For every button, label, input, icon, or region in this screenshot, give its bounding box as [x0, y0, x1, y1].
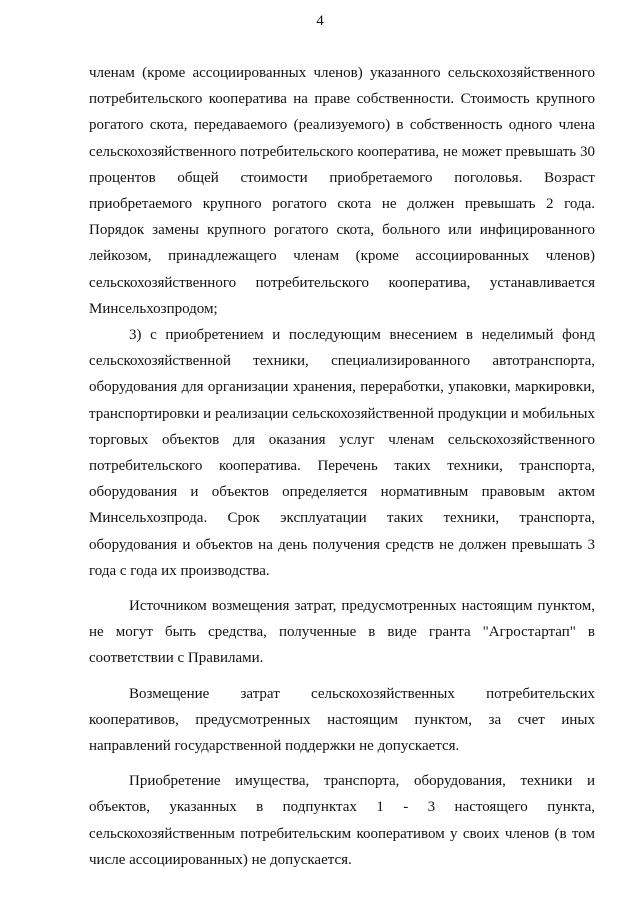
document-body — [89, 60, 595, 873]
paragraph-funding-source: Источником возмещения затрат, предусмотренных настоящим пунктом, не могут быть средства, полученные в виде гранта "Агростартап" в соответствии с Правилами. — [89, 598, 595, 667]
paragraph-reimbursement-restriction: Возмещение затрат сельскохозяйственных потребительских кооперативов, предусмотренных настоящим пунктом, за счет иных направлений государственной поддержки не допускается. — [89, 685, 595, 755]
paragraph-subitem-3: 3) с приобретением и последующим внесением в неделимый фонд сельскохозяйственной техники, специализированного автотранспорта, оборудования для организации хранения, переработки, упаковки, маркировки, транспортировки и реализации сельскохозяйственной продукции и мобильных торговых объектов для оказания услуг членам сельскохозяйственного потребительского кооператива. Перечень таких техники, транспорта, оборудования и объектов определяется нормативным правовым актом Минсельхозпрода. Срок эксплуатации таких техники, транспорта, оборудования и объектов на день получения средств не должен превышать 3 года с года их производства. — [89, 327, 595, 579]
page-number: 4 — [316, 13, 324, 29]
paragraph-continuation: членам (кроме ассоциированных членов) указанного сельскохозяйственного потребительского кооператива на праве собственности. Стоимость крупного рогатого скота, передаваемого (реализуемого) в собственность одного члена сельскохозяйственного потребительского кооператива, не может превышать 30 процентов общей стоимости приобретаемого поголовья. Возраст приобретаемого крупного рогатого скота не должен превышать 2 года. Порядок замены крупного рогатого скота, больного или инфицированного лейкозом, принадлежащего членам (кроме ассоциированных членов) сельскохозяйственного потребительского кооператива, устанавливается Минсельхозпродом; — [89, 65, 595, 317]
paragraph-acquisition-restriction: Приобретение имущества, транспорта, оборудования, техники и объектов, указанных в подпунктах 1 - 3 настоящего пункта, сельскохозяйственным потребительским кооперативом у своих членов (в том числе ассоциированных) не допускается. — [89, 773, 595, 868]
